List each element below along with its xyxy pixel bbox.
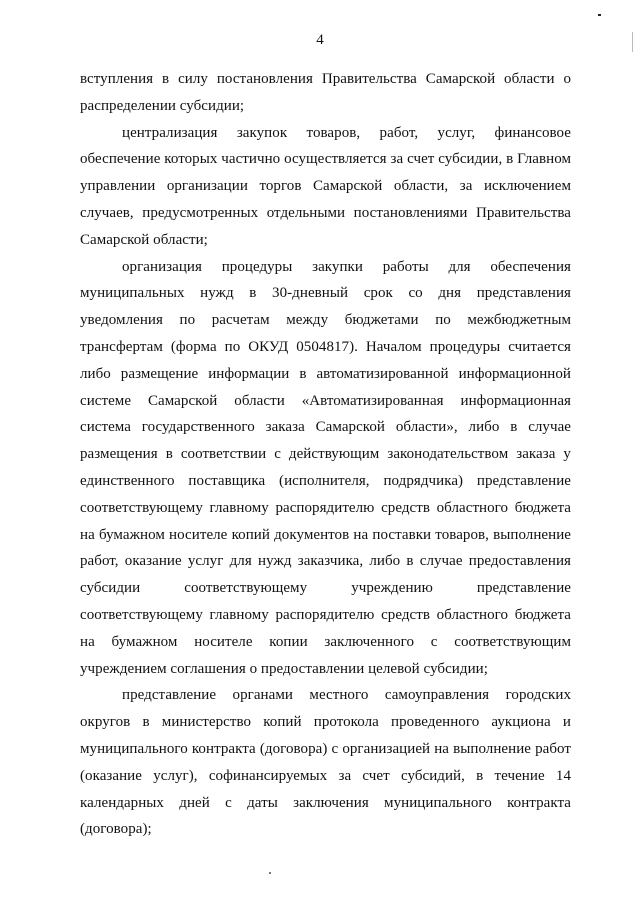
scan-speck bbox=[598, 14, 601, 16]
paragraph-4: представление органами местного самоуправления городских округов в министерство копий протокола проведенного аукциона и муниципального контракта (договора) с организацией на выполнение работ (оказание услуг), софинансируемых за счет субсидий, в течение 14 календарных дней с даты заключения муниципального контракта (договора); bbox=[80, 687, 571, 838]
scan-speck-bottom bbox=[269, 872, 271, 874]
page-number: 4 bbox=[316, 32, 324, 48]
paragraph-3: организация процедуры закупки работы для обеспечения муниципальных нужд в 30-дневный срок со дня представления уведомления по расчетам между бюджетами по межбюджетным трансфертам (форма по ОКУД 0504817). Началом процедуры считается либо размещение информации в автоматизированной информационной системе Самарской области «Автоматизированная информационная система государственного заказа Самарской области», либо в случае размещения в соответствии с действующим законодательством заказа у единственного поставщика (исполнителя, подрядчика) представление соответствующему главному распорядителю средств областного бюджета на бумажном носителе копий документов на поставки товаров, выполнение работ, оказание услуг для нужд заказчика, либо в случае предоставления субсидии соответствующему учреждению представление соответствующему главному распорядителю средств областного бюджета на бумажном носителе копии заключенного с соответствующим учреждением соглашения о предоставлении целевой субсидии; bbox=[80, 258, 571, 677]
paragraph-1: вступления в силу постановления Правительства Самарской области о распределении субсидии; bbox=[80, 71, 571, 114]
body-text bbox=[80, 66, 571, 843]
paragraph-2: централизация закупок товаров, работ, услуг, финансовое обеспечение которых частично осуществляется за счет субсидии, в Главном управлении организации торгов Самарской области, за исключением случаев, предусмотренных отдельными постановлениями Правительства Самарской области; bbox=[80, 124, 571, 248]
